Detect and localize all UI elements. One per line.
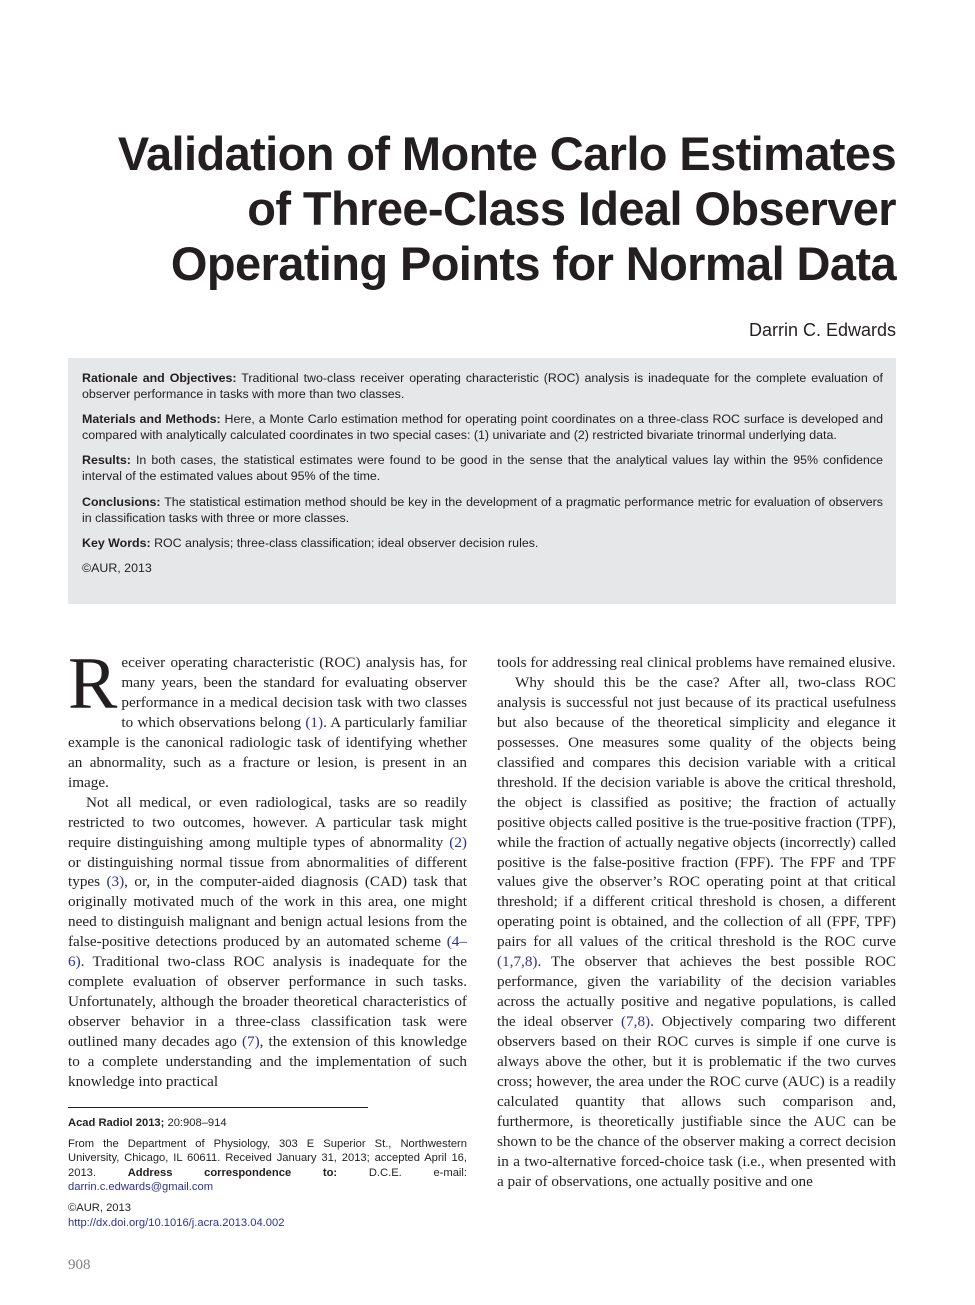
methods-text: Here, a Monte Carlo estimation method for operating point coordinates on a three-class ROC surface is developed and compared with analytically calculated coordinates in two special cases: (1) univariate and (2) restricted bivariate trinormal underlying data. bbox=[82, 412, 883, 443]
email-link[interactable]: darrin.c.edwards@gmail.com bbox=[68, 1181, 214, 1194]
abstract-methods bbox=[82, 411, 883, 443]
paragraph-text: , or, in the computer-aided diagnosis (CAD) task that originally motivated much of the work in this area, one might need to distinguish malignant and benign actual lesions from the false-positive detections produced by an automated scheme bbox=[68, 873, 468, 951]
title-line-1: Validation of Monte Carlo Estimates bbox=[117, 127, 896, 180]
keywords-text: ROC analysis; three-class classification; ideal observer decision rules. bbox=[154, 535, 539, 550]
journal-name: Acad Radiol 2013; bbox=[68, 1117, 165, 1129]
author-name: Darrin C. Edwards bbox=[748, 320, 896, 340]
drop-cap: R bbox=[68, 643, 118, 725]
body-column-right bbox=[497, 653, 896, 1192]
address-text: D.C.E. e-mail: bbox=[337, 1166, 468, 1179]
conclusions-heading: Conclusions: bbox=[82, 494, 161, 509]
citation-link[interactable]: (3) bbox=[106, 873, 125, 891]
rationale-text: Traditional two-class receiver operating characteristic (ROC) analysis is inadequate for the complete evaluation of observer performance in tasks with more than two classes. bbox=[82, 371, 884, 402]
body-paragraph bbox=[497, 673, 896, 1192]
citation-link[interactable]: (4–6) bbox=[68, 933, 467, 971]
journal-citation bbox=[68, 1116, 467, 1131]
abstract-results bbox=[82, 452, 883, 484]
citation-link[interactable]: (7) bbox=[241, 1033, 260, 1051]
footnotes bbox=[68, 1116, 467, 1236]
affiliation-text: From the Department of Physiology, 303 E Superior St., Northwestern University, Chicago, IL 60611. Received January 31, 2013; accepted April 16, 2013. bbox=[68, 1137, 467, 1179]
citation-link[interactable]: (1,7,8) bbox=[497, 953, 538, 971]
abstract-conclusions bbox=[82, 494, 883, 526]
journal-volume: 20:908–914 bbox=[164, 1117, 227, 1129]
copyright-text: ©AUR, 2013 bbox=[68, 1201, 131, 1214]
paragraph-text: , the extension of this knowledge to a complete understanding and the implementation of such knowledge into practical bbox=[68, 1033, 467, 1091]
abstract-keywords bbox=[82, 535, 883, 551]
paragraph-text: . The observer that achieves the best possible ROC performance, given the variability of the decision variables across the actually positive and negative populations, is called the ideal observer bbox=[497, 953, 896, 1031]
paragraph-text: or distinguishing normal tissue from abnormalities of different types bbox=[68, 853, 467, 891]
conclusions-text: The statistical estimation method should be key in the development of a pragmatic performance metric for evaluation of observers in classification tasks with three or more classes. bbox=[82, 494, 884, 525]
doi-line bbox=[68, 1216, 467, 1231]
body-paragraph: tools for addressing real clinical problems have remained elusive. bbox=[497, 654, 896, 671]
abstract-rationale bbox=[82, 370, 883, 402]
title-line-3: Operating Points for Normal Data bbox=[170, 237, 896, 290]
body-column-left bbox=[68, 643, 468, 1092]
title-line-2: of Three-Class Ideal Observer bbox=[247, 182, 896, 235]
results-text: In both cases, the statistical estimates were found to be good in the sense that the analytical values lay within the 95% confidence interval of the estimated values about 95% of the time. bbox=[82, 453, 883, 484]
results-heading: Results: bbox=[82, 453, 131, 468]
citation-link[interactable]: (7,8) bbox=[621, 1013, 651, 1031]
citation-link[interactable]: (2) bbox=[449, 833, 467, 851]
footnote-divider bbox=[68, 1107, 368, 1108]
rationale-heading: Rationale and Objectives: bbox=[82, 371, 237, 385]
address-label: Address correspondence to: bbox=[127, 1166, 338, 1179]
affiliation-note bbox=[68, 1137, 467, 1195]
citation-link[interactable]: (1) bbox=[305, 713, 324, 731]
keywords-heading: Key Words: bbox=[82, 535, 151, 550]
abstract-box bbox=[68, 358, 896, 604]
paragraph-text: eceiver operating characteristic (ROC) analysis has, for many years, been the standard for evaluating observer performance in a medical decision task with two classes to which observations belong bbox=[121, 654, 467, 731]
abstract-copyright: ©AUR, 2013 bbox=[82, 560, 152, 575]
body-paragraph bbox=[68, 793, 467, 1092]
paragraph-text: . Objectively comparing two different observers based on their ROC curves is simple if one curve is always above the other, but it is problematic if the two curves cross; however, the area under the ROC curve (AUC) is a readily calculated quantity that allows such comparison and, furthermore, is theoretically justifiable since the AUC can be shown to be the chance of the observer making a correct decision in a two-alternative forced-choice task (i.e., when presented with a pair of observations, one actually positive and one bbox=[497, 1013, 897, 1190]
doi-link[interactable]: http://dx.doi.org/10.1016/j.acra.2013.04.002 bbox=[68, 1216, 285, 1229]
footnote-copyright bbox=[68, 1201, 467, 1216]
paragraph-text: Why should this be the case? After all, two-class ROC analysis is successful not just because of its practical usefulness but also because of the theoretical simplicity and elegance it possesses. One measures some quality of the objects being classified and compares this decision variable with a critical threshold. If the decision variable is above the critical threshold, the object is classified as positive; the fraction of actually positive objects called positive is the true-positive fraction (TPF), while the fraction of actually negative objects (incorrectly) called positive is the false-positive fraction (FPF). The FPF and TPF values give the observer’s ROC operating point at that critical threshold; if a different critical threshold is chosen, a different operating point is obtained, and the collection of all (FPF, TPF) pairs for all values of the critical threshold is the ROC curve bbox=[497, 673, 896, 951]
article-title bbox=[60, 126, 896, 291]
paragraph-text: Not all medical, or even radiological, tasks are so readily restricted to two outcomes, however. A particular task might require distinguishing among multiple types of abnormality bbox=[68, 793, 467, 851]
paragraph-text: . A particularly familiar example is the canonical radiologic task of identifying whether an abnormality, such as a fracture or lesion, is present in an image. bbox=[68, 713, 467, 791]
body-paragraph bbox=[68, 643, 467, 793]
methods-heading: Materials and Methods: bbox=[82, 412, 221, 427]
page-number: 908 bbox=[68, 1257, 91, 1273]
paragraph-text: . Traditional two-class ROC analysis is inadequate for the complete evaluation of observer performance in such tasks. Unfortunately, although the broader theoretical characteristics of observer behavior in a three-class classification task were outlined many decades ago bbox=[68, 953, 467, 1051]
